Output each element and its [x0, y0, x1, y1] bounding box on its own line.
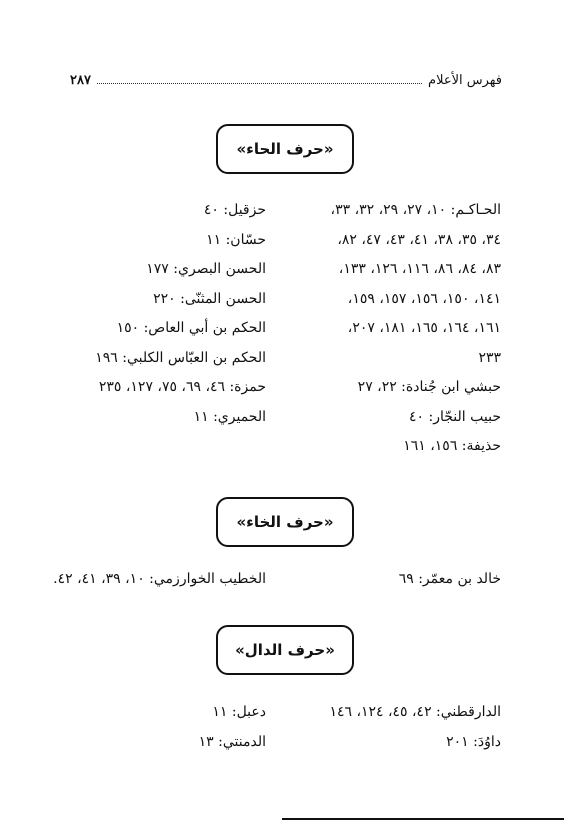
khaa-right-column	[399, 565, 501, 595]
dal-left-column	[199, 698, 266, 757]
index-entry: ٢٣٣	[478, 349, 501, 366]
index-entry: الحـاكـم: ١٠، ٢٧، ٢٩، ٣٢، ٣٣،	[330, 202, 501, 218]
section-heading-label: «حرف الدال»	[235, 641, 335, 659]
index-entry: ١٦١، ١٦٤، ١٦٥، ١٨١، ٢٠٧،	[347, 320, 501, 336]
index-entry: ١٤١، ١٥٠، ١٥٦، ١٥٧، ١٥٩،	[347, 290, 501, 307]
index-entry: خالد بن معمّر: ٦٩	[398, 571, 501, 587]
index-entry: الخطيب الخوارزمي: ١٠، ٣٩، ٤١، ٤٢.	[53, 571, 266, 587]
index-entry: حمزة: ٤٦، ٦٩، ٧٥، ١٢٧، ٢٣٥	[98, 379, 266, 395]
index-entry: الدمنتي: ١٣	[198, 733, 266, 750]
haa-right-column	[331, 196, 501, 462]
running-title: فهرس الأعلام	[428, 73, 502, 88]
index-entry: حزقيل: ٤٠	[203, 202, 266, 218]
footer-rule	[282, 818, 564, 820]
index-entry: دعبل: ١١	[212, 704, 266, 720]
index-entry: حسّان: ١١	[206, 231, 266, 248]
section-heading-label: «حرف الحاء»	[236, 140, 334, 158]
section-heading-khaa	[216, 497, 354, 547]
section-heading-dal	[216, 625, 354, 675]
index-entry: الدارقطني: ٤٢، ٤٥، ١٢٤، ١٤٦	[329, 704, 501, 720]
section-heading-label: «حرف الخاء»	[236, 513, 334, 531]
index-entry: حذيفة: ١٥٦، ١٦١	[403, 438, 501, 454]
dal-right-column	[329, 698, 501, 757]
page-header	[70, 66, 502, 88]
index-entry: الحسن البصري: ١٧٧	[146, 261, 266, 277]
index-entry: داوُدَ: ٢٠١	[446, 733, 501, 750]
index-entry: ٣٤، ٣٥، ٣٨، ٤١، ٤٣، ٤٧، ٨٢،	[337, 231, 501, 248]
khaa-left-column	[53, 565, 266, 595]
section-heading-haa	[216, 124, 354, 174]
index-entry: حبشي ابن جُنادة: ٢٢، ٢٧	[357, 379, 501, 395]
index-entry: حبيب النجّار: ٤٠	[409, 408, 501, 425]
page-number: ٢٨٧	[70, 73, 91, 88]
index-entry: الحميري: ١١	[193, 408, 266, 425]
index-entry: الحسن المثنّى: ٢٢٠	[153, 290, 266, 307]
index-entry: ٨٣، ٨٤، ٨٦، ١١٦، ١٢٦، ١٣٣،	[338, 261, 501, 277]
haa-left-column	[95, 196, 266, 432]
index-entry: الحكم بن أبي العاص: ١٥٠	[116, 320, 266, 336]
index-entry: الحكم بن العبّاس الكلبي: ١٩٦	[95, 349, 266, 366]
header-dot-leader	[97, 83, 422, 84]
